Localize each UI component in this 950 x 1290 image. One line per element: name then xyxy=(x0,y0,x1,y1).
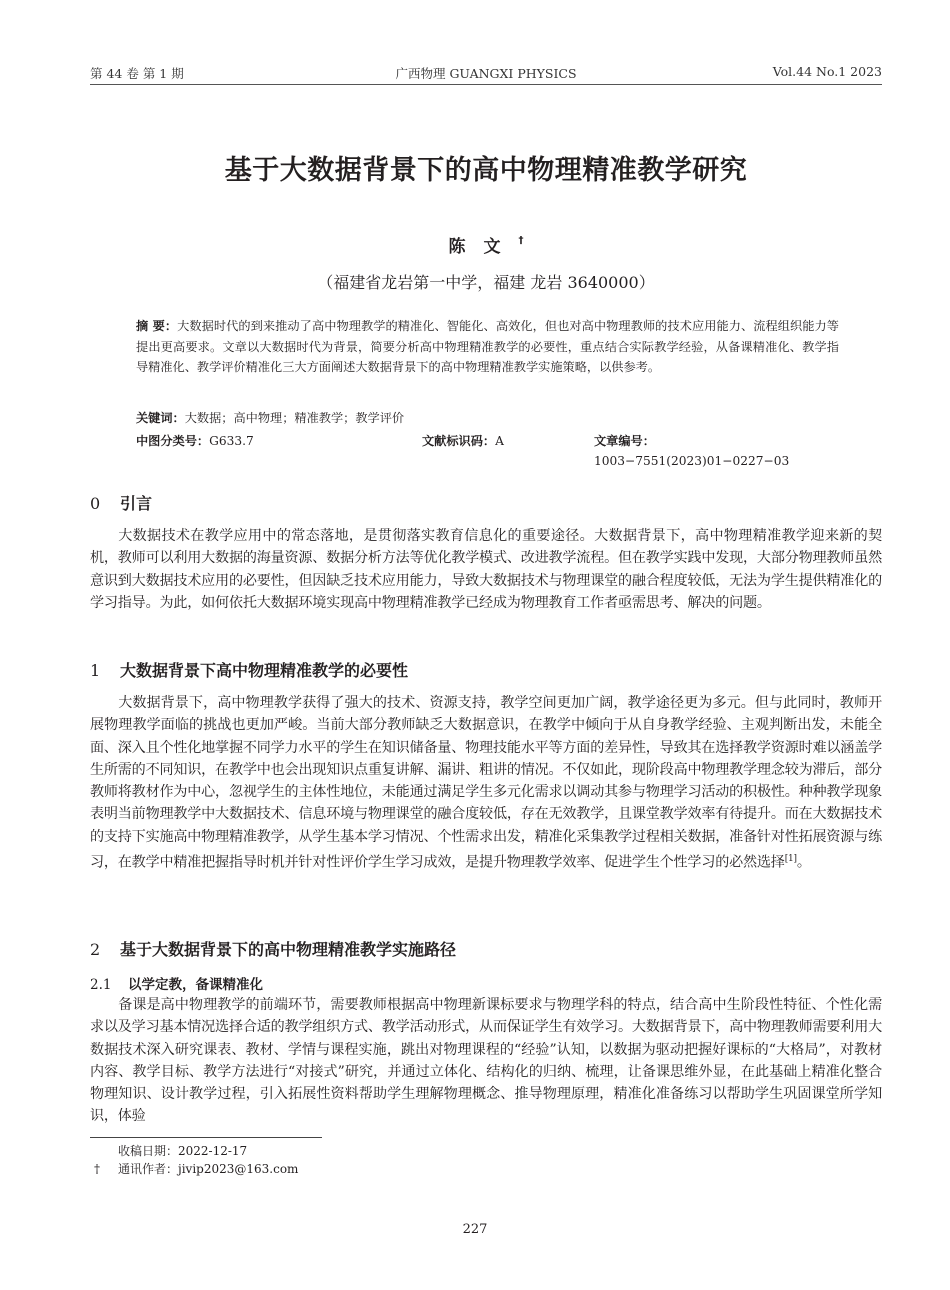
section-heading-2 xyxy=(90,937,456,960)
citation: [1] xyxy=(784,854,797,865)
author-mark: † xyxy=(518,235,524,247)
paragraph-intro: 大数据技术在教学应用中的常态落地，是贯彻落实教育信息化的重要途径。大数据背景下，高中物理精准教学迎来新的契机，教师可以利用大数据的海量资源、数据分析方法等优化教学模式、改进教学流程。但在教学实践中发现，大部分物理教师虽然意识到大数据技术应用的必要性，但因缺乏技术应用能力，导致大数据技术与物理课堂的融合程度较低，无法为学生提供精准化的学习指导。为此，如何依托大数据环境实现高中物理精准教学已经成为物理教育工作者亟需思考、解决的问题。 xyxy=(90,528,882,611)
doc-label: 文献标识码： xyxy=(422,434,496,448)
subsection-number: 2.1 xyxy=(90,977,112,993)
dagger-mark: † xyxy=(94,1162,100,1176)
keywords-text: 大数据；高中物理；精准教学；教学评价 xyxy=(184,411,405,425)
author xyxy=(90,232,882,257)
doc-code xyxy=(422,431,504,451)
art-label: 文章编号： xyxy=(594,434,655,448)
keywords xyxy=(136,408,404,428)
section-title: 引言 xyxy=(120,494,153,513)
section-heading-1 xyxy=(90,658,408,681)
abstract-text: 大数据时代的到来推动了高中物理教学的精准化、智能化、高效化，但也对高中物理教师的技术应用能力、流程组织能力等提出更高要求。文章以大数据时代为背景，简要分析高中物理精准教学的必要性，重点结合实际教学经验，从备课精准化、教学指导精准化、教学评价精准化三大方面阐述大数据背景下的高中物理精准教学实施策略，以供参考。 xyxy=(136,319,839,374)
page-number: 227 xyxy=(462,1222,488,1237)
paragraph-end: 。 xyxy=(796,854,811,871)
section-number: 2 xyxy=(90,940,101,959)
keywords-label: 关键词： xyxy=(136,411,185,425)
clc-number xyxy=(136,431,254,451)
clc-label: 中图分类号： xyxy=(136,434,210,448)
running-header xyxy=(90,64,882,84)
subsection-title: 以学定教，备课精准化 xyxy=(128,977,263,993)
section-number: 0 xyxy=(90,494,101,513)
header-volume: 第 44 卷 第 1 期 xyxy=(90,66,184,81)
article-number xyxy=(594,431,839,471)
paragraph-necessity xyxy=(90,692,882,874)
section-title: 基于大数据背景下的高中物理精准教学实施路径 xyxy=(120,940,457,959)
affiliation: （福建省龙岩第一中学，福建 龙岩 3640000） xyxy=(317,273,655,292)
subsection-heading-2-1 xyxy=(90,973,263,993)
paragraph-text: 大数据背景下，高中物理教学获得了强大的技术、资源支持，教学空间更加广阔，教学途径更为多元。但与此同时，教师开展物理教学面临的挑战也更加严峻。当前大部分教师缺乏大数据意识，在教学中倾向于从自身教学经验、主观判断出发，未能全面、深入且个性化地掌握不同学力水平的学生在知识储备量、物理技能水平等方面的差异性，导致其在选择教学资源时难以涵盖学生所需的不同知识，在教学中也会出现知识点重复讲解、漏讲、粗讲的情况。不仅如此，现阶段高中物理教学理念较为滞后，部分教师将教材作为中心，忽视学生的主体性地位，未能通过满足学生多元化需求以调动其参与物理学习活动的积极性。种种教学现象表明当前物理教学中大数据技术、信息环境与物理课堂的融合度较低，存在无效教学，且课堂教学效率有待提升。而在大数据技术的支持下实施高中物理精准教学，从学生基本学习情况、个性需求出发，精准化采集教学过程相关数据，准备针对性拓展资源与练习，在教学中精准把握指导时机并针对性评价学生学习成效，是提升物理教学效率、促进学生个性学习的必然选择 xyxy=(90,695,882,871)
paragraph-lesson-prep: 备课是高中物理教学的前端环节，需要教师根据高中物理新课标要求与物理学科的特点，结合高中生阶段性特征、个性化需求以及学习基本情况选择合适的教学组织方式、教学活动形式，从而保证学生有效学习。大数据背景下，高中物理教师需要利用大数据技术深入研究课表、教材、学情与课程实施，跳出对物理课程的“经验”认知，以数据为驱动把握好课标的“大格局”，对教材内容、教学目标、教学方法进行“对接式”研究，并通过立体化、结构化的归纳、梳理，让备课思维外显，在此基础上精准化整合物理知识、设计教学过程，引入拓展性资料帮助学生理解物理概念、推导物理原理，精准化准备练习以帮助学生巩固课堂所学知识，体验 xyxy=(90,997,882,1125)
classification-line xyxy=(136,431,839,468)
footnote-rule xyxy=(90,1137,322,1138)
article-title: 基于大数据背景下的高中物理精准教学研究 xyxy=(224,155,748,186)
header-issue: Vol.44 No.1 2023 xyxy=(772,64,882,79)
footnote-email: 通讯作者：jivip2023@163.com xyxy=(118,1162,299,1176)
footnote-received: 收稿日期：2022-12-17 xyxy=(118,1144,248,1158)
section-title: 大数据背景下高中物理精准教学的必要性 xyxy=(120,661,409,680)
header-journal: 广西物理 GUANGXI PHYSICS xyxy=(395,66,577,81)
section-number: 1 xyxy=(90,661,101,680)
abstract xyxy=(136,316,839,378)
section-heading-0 xyxy=(90,491,152,514)
footnote-corresponding xyxy=(94,1160,299,1178)
abstract-label: 摘 要： xyxy=(136,319,178,333)
clc-value: G633.7 xyxy=(209,434,254,448)
author-name: 陈文 xyxy=(448,237,519,257)
art-value: 1003−7551(2023)01−0227−03 xyxy=(594,454,790,468)
doc-value: A xyxy=(495,434,504,448)
header-rule xyxy=(90,84,882,85)
